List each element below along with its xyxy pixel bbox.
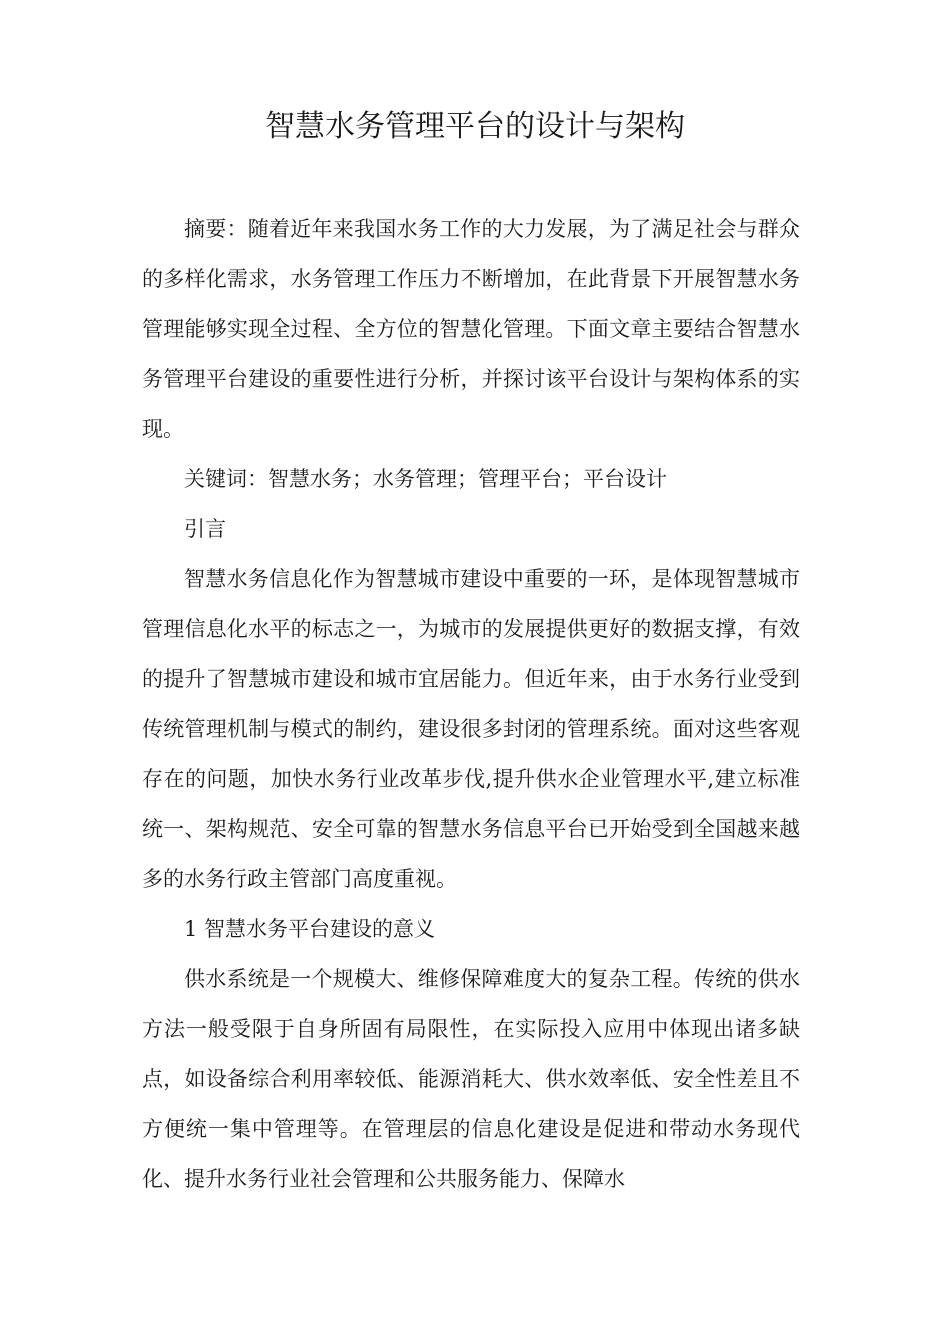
section-1-paragraph: 供水系统是一个规模大、维修保障难度大的复杂工程。传统的供水方法一般受限于自身所固有局限性，在实际投入应用中体现出诸多缺点，如设备综合利用率较低、能源消耗大、供水效率低、安全性差且不方便统一集中管理等。在管理层的信息化建设是促进和带动水务现代化、提升水务行业社会管理和公共服务能力、保障水 [142,967,800,1191]
abstract-paragraph: 摘要：随着近年来我国水务工作的大力发展，为了满足社会与群众的多样化需求，水务管理工作压力不断增加，在此背景下开展智慧水务管理能够实现全过程、全方位的智慧化管理。下面文章主要结合智慧水务管理平台建设的重要性进行分析，并探讨该平台设计与架构体系的实现。 [142,217,800,441]
intro-paragraph: 智慧水务信息化作为智慧城市建设中重要的一环，是体现智慧城市管理信息化水平的标志之一，为城市的发展提供更好的数据支撑，有效的提升了智慧城市建设和城市宜居能力。但近年来，由于水务行业受到传统管理机制与模式的制约，建设很多封闭的管理系统。面对这些客观存在的问题，加快水务行业改革步伐,提升供水企业管理水平,建立标准统一、架构规范、安全可靠的智慧水务信息平台已开始受到全国越来越多的水务行政主管部门高度重视。 [142,567,800,891]
document-title: 智慧水务管理平台的设计与架构 [265,109,685,144]
document-body [142,204,800,1204]
intro-heading: 引言 [184,517,226,541]
keywords-paragraph: 关键词：智慧水务；水务管理；管理平台；平台设计 [184,467,667,491]
section-1-heading: 1 智慧水务平台建设的意义 [184,917,436,941]
